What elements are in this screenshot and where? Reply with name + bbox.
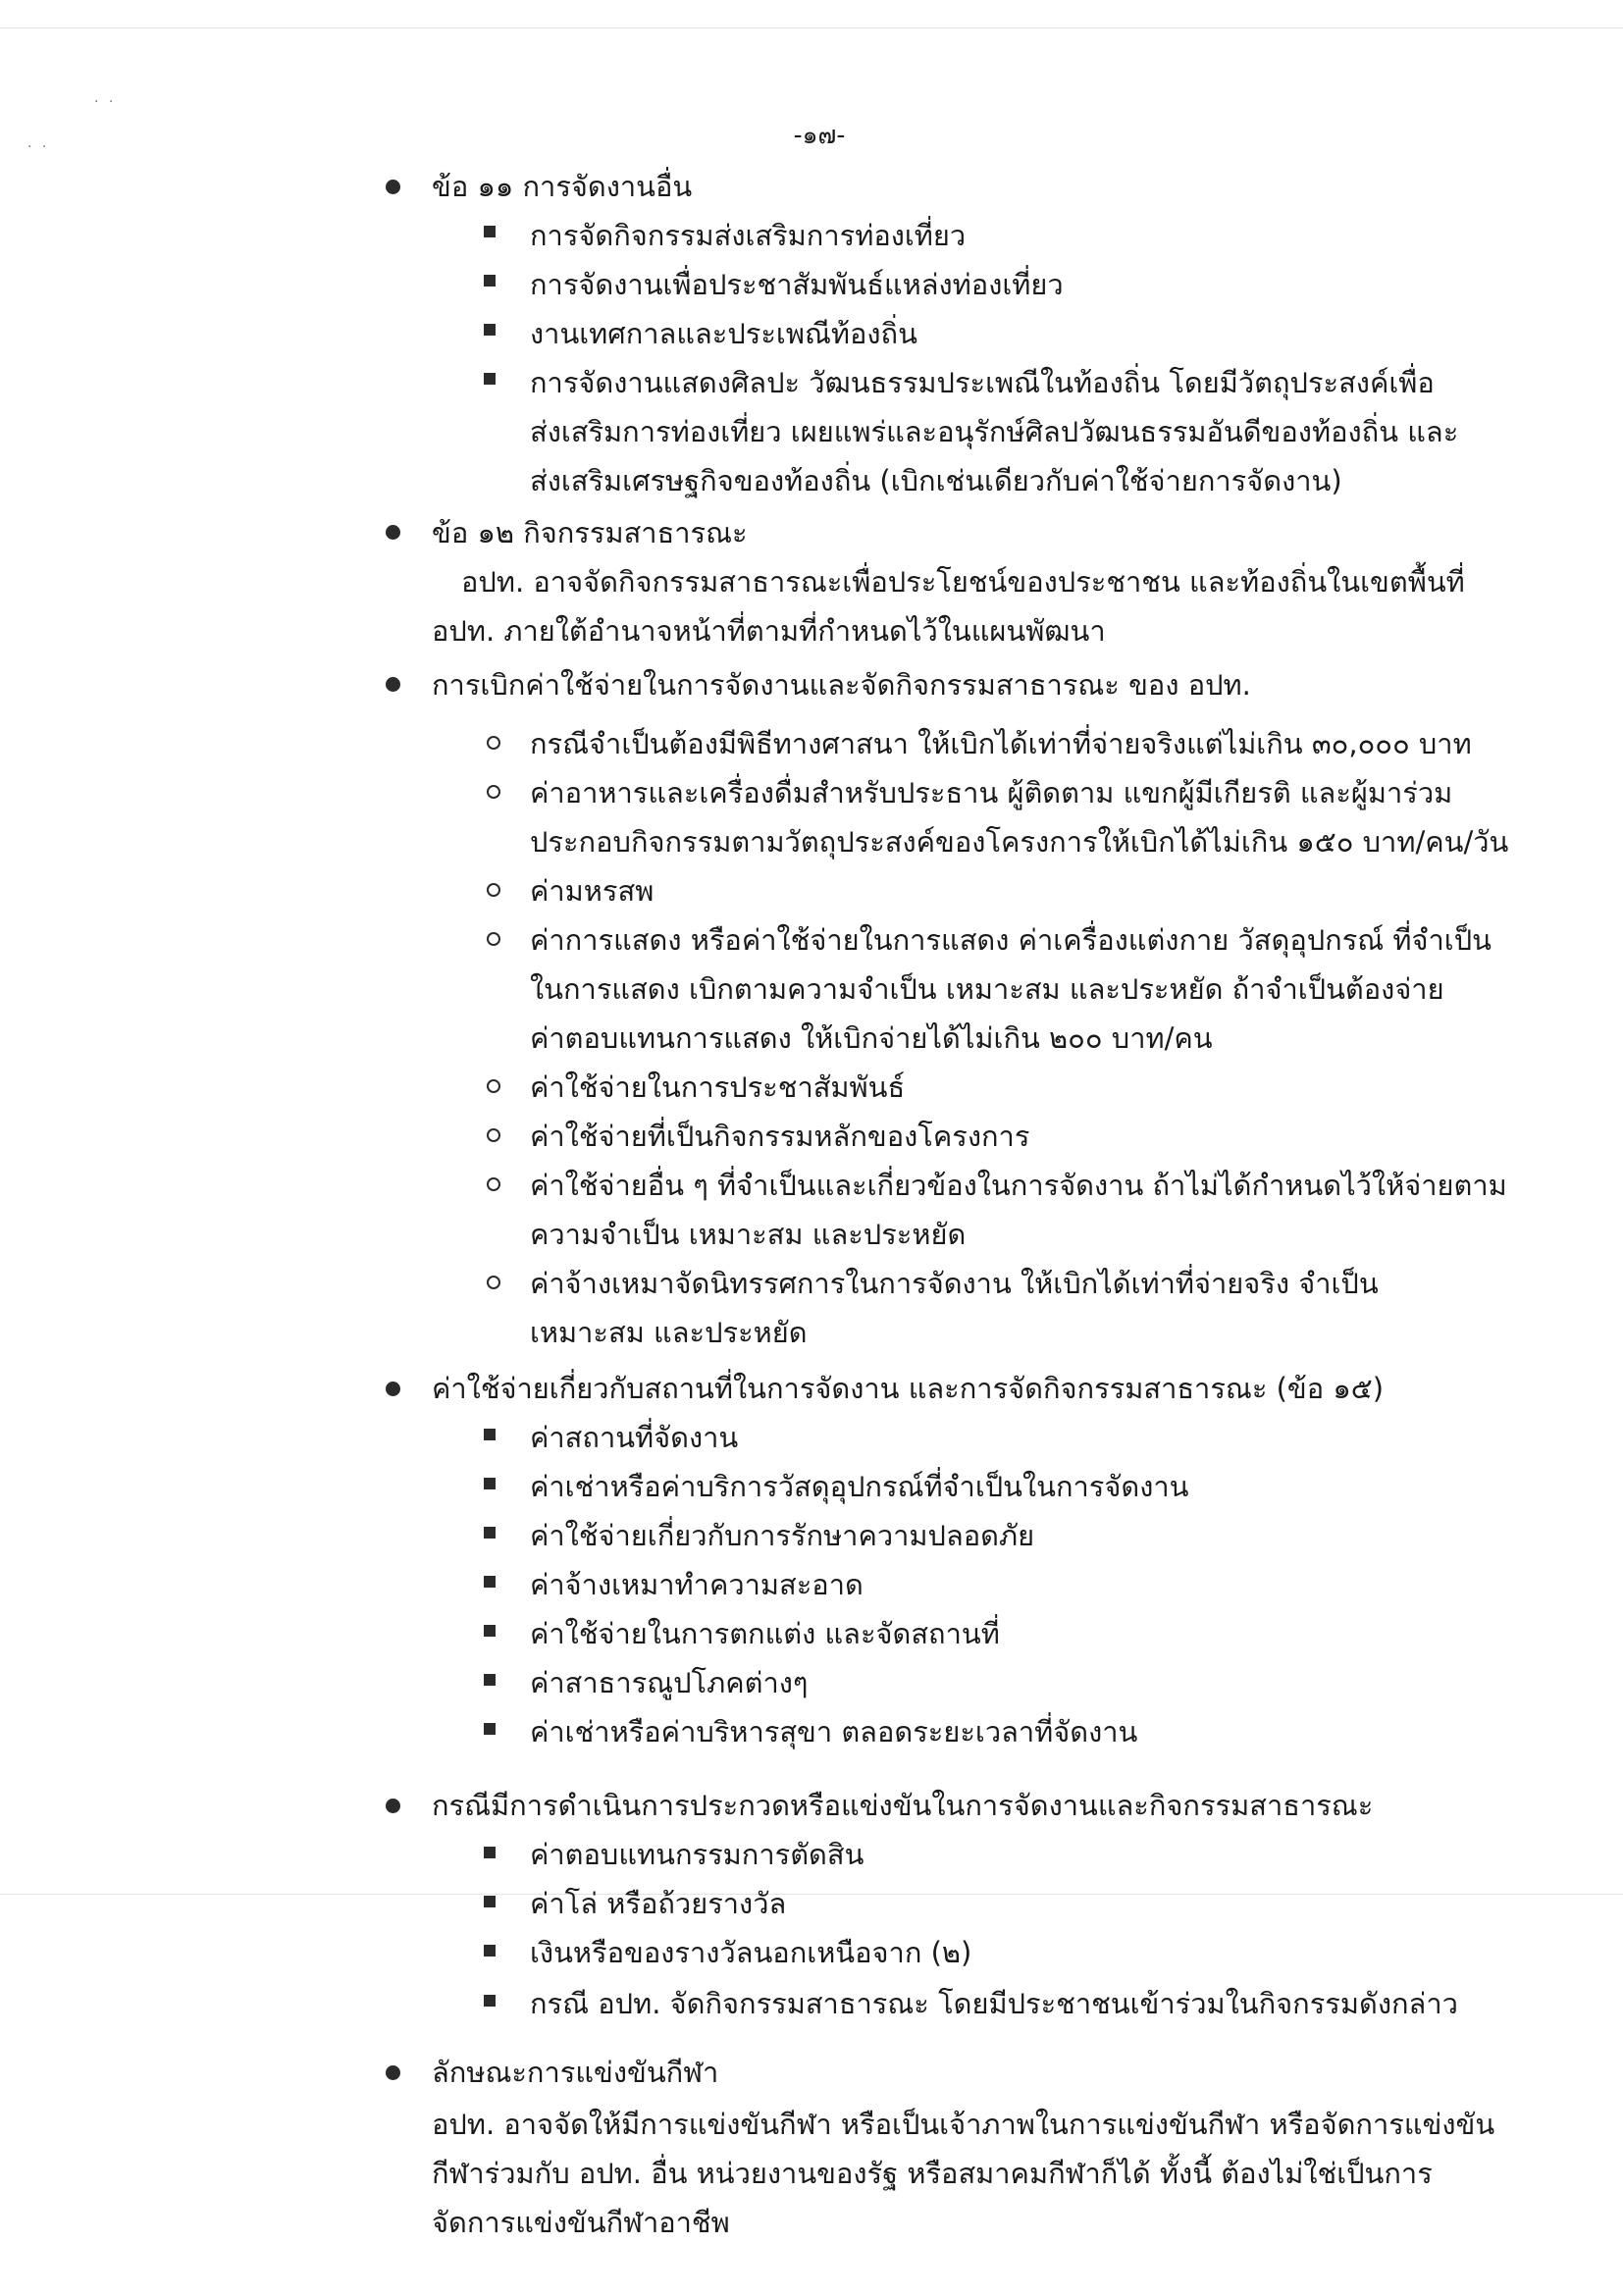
page-number: -๑๗-	[793, 121, 846, 149]
list-item: ค่าการแสดง หรือค่าใช้จ่ายในการแสดง ค่าเครื่องแต่งกาย วัสดุอุปกรณ์ ที่จำเป็น	[530, 923, 1492, 957]
bullet-square	[484, 1625, 496, 1637]
scan-specks-1: · ·	[94, 94, 117, 110]
bullet-dot	[386, 2065, 400, 2080]
list-item-continuation: เหมาะสม และประหยัด	[530, 1316, 808, 1349]
list-item: กรณีจำเป็นต้องมีพิธีทางศาสนา ให้เบิกได้เท่าที่จ่ายจริงแต่ไม่เกิน ๓๐,๐๐๐ บาท	[530, 727, 1472, 760]
list-item: ค่ามหรสพ	[530, 874, 654, 908]
bullet-square	[484, 1478, 496, 1489]
scan-edge-top	[0, 27, 1623, 28]
section-heading-contest: กรณีมีการดำเนินการประกวดหรือแข่งขันในการจัดงานและกิจกรรมสาธารณะ	[432, 1789, 1374, 1822]
list-item: ค่าจ้างเหมาจัดนิทรรศการในการจัดงาน ให้เบิกได้เท่าที่จ่ายจริง จำเป็น	[530, 1267, 1379, 1300]
bullet-dot	[386, 180, 400, 194]
list-item: ค่าใช้จ่ายที่เป็นกิจกรรมหลักของโครงการ	[530, 1120, 1030, 1153]
list-item-continuation: ส่งเสริมการท่องเที่ยว เผยแพร่และอนุรักษ์ศิลปวัฒนธรรมอันดีของท้องถิ่น และ	[530, 415, 1459, 448]
bullet-circle	[487, 1128, 500, 1142]
paragraph-line: กีฬาร่วมกับ อปท. อื่น หน่วยงานของรัฐ หรือสมาคมกีฬาก็ได้ ทั้งนี้ ต้องไม่ใช่เป็นการ	[432, 2157, 1433, 2190]
list-item-continuation: ในการแสดง เบิกตามความจำเป็น เหมาะสม และประหยัด ถ้าจำเป็นต้องจ่าย	[530, 972, 1444, 1006]
bullet-square	[484, 373, 496, 385]
list-item: เงินหรือของรางวัลนอกเหนือจาก (๒)	[530, 1936, 972, 1969]
list-item: งานเทศกาลและประเพณีท้องถิ่น	[530, 317, 917, 350]
paragraph-line: อปท. อาจจัดกิจกรรมสาธารณะเพื่อประโยชน์ของประชาชน และท้องถิ่นในเขตพื้นที่	[461, 565, 1465, 599]
list-item: ค่าสถานที่จัดงาน	[530, 1421, 739, 1454]
list-item: ค่าใช้จ่ายอื่น ๆ ที่จำเป็นและเกี่ยวข้องในการจัดงาน ถ้าไม่ได้กำหนดไว้ให้จ่ายตาม	[530, 1169, 1507, 1202]
section-heading-12: ข้อ ๑๒ กิจกรรมสาธารณะ	[432, 516, 748, 549]
bullet-square	[484, 226, 496, 237]
paragraph-line: จัดการแข่งขันกีฬาอาชีพ	[432, 2206, 730, 2239]
bullet-square	[484, 1527, 496, 1539]
list-item: การจัดงานเพื่อประชาสัมพันธ์แหล่งท่องเที่ยว	[530, 268, 1064, 301]
list-item: ค่าอาหารและเครื่องดื่มสำหรับประธาน ผู้ติดตาม แขกผู้มีเกียรติ และผู้มาร่วม	[530, 776, 1453, 809]
paragraph-line: อปท. อาจจัดให้มีการแข่งขันกีฬา หรือเป็นเจ้าภาพในการแข่งขันกีฬา หรือจัดการแข่งขัน	[432, 2108, 1495, 2141]
bullet-dot	[386, 677, 400, 692]
bullet-circle	[487, 932, 500, 946]
list-item-continuation: ค่าตอบแทนการแสดง ให้เบิกจ่ายได้ไม่เกิน ๒๐๐ บาท/คน	[530, 1021, 1213, 1055]
bullet-square	[484, 1429, 496, 1440]
list-item: การจัดงานแสดงศิลปะ วัฒนธรรมประเพณีในท้องถิ่น โดยมีวัตถุประสงค์เพื่อ	[530, 366, 1435, 399]
bullet-circle	[487, 1079, 500, 1093]
list-item-continuation: ความจำเป็น เหมาะสม และประหยัด	[530, 1218, 967, 1251]
bullet-square	[484, 1576, 496, 1588]
bullet-circle	[487, 1177, 500, 1191]
bullet-square	[484, 1723, 496, 1735]
scan-specks-2: · ·	[27, 139, 50, 155]
list-item-continuation: ส่งเสริมเศรษฐกิจของท้องถิ่น (เบิกเช่นเดียวกับค่าใช้จ่ายการจัดงาน)	[530, 464, 1342, 497]
bullet-circle	[487, 883, 500, 897]
list-item: ค่าตอบแทนกรรมการตัดสิน	[530, 1838, 864, 1871]
section-heading-venue: ค่าใช้จ่ายเกี่ยวกับสถานที่ในการจัดงาน และการจัดกิจกรรมสาธารณะ (ข้อ ๑๕)	[432, 1372, 1385, 1405]
list-item: ค่าใช้จ่ายในการประชาสัมพันธ์	[530, 1070, 906, 1104]
bullet-square	[484, 1945, 496, 1957]
list-item: ค่าจ้างเหมาทำความสะอาด	[530, 1568, 864, 1601]
bullet-square	[484, 324, 496, 336]
bullet-square	[484, 1847, 496, 1858]
list-item: กรณี อปท. จัดกิจกรรมสาธารณะ โดยมีประชาชนเข้าร่วมในกิจกรรมดังกล่าว	[530, 1987, 1458, 2020]
bullet-square	[484, 275, 496, 287]
list-item: ค่าใช้จ่ายเกี่ยวกับการรักษาความปลอดภัย	[530, 1519, 1035, 1552]
list-item: ค่าโล่ หรือถ้วยรางวัล	[530, 1887, 787, 1920]
list-item: ค่าสาธารณูปโภคต่างๆ	[530, 1666, 809, 1699]
list-item-continuation: ประกอบกิจกรรมตามวัตถุประสงค์ของโครงการให้เบิกได้ไม่เกิน ๑๕๐ บาท/คน/วัน	[530, 825, 1509, 859]
bullet-square	[484, 1674, 496, 1686]
bullet-dot	[386, 1382, 400, 1396]
list-item: ค่าใช้จ่ายในการตกแต่ง และจัดสถานที่	[530, 1617, 1000, 1650]
bullet-circle	[487, 1276, 500, 1289]
bullet-square	[484, 1896, 496, 1907]
section-heading-sports: ลักษณะการแข่งขันกีฬา	[432, 2056, 719, 2089]
list-item: ค่าเช่าหรือค่าบริหารสุขา ตลอดระยะเวลาที่จัดงาน	[530, 1715, 1138, 1748]
section-heading-11: ข้อ ๑๑ การจัดงานอื่น	[432, 170, 693, 203]
paragraph-line: อปท. ภายใต้อำนาจหน้าที่ตามที่กำหนดไว้ในแผนพัฒนา	[432, 614, 1106, 648]
bullet-square	[484, 1995, 496, 2007]
bullet-circle	[487, 785, 500, 799]
bullet-circle	[487, 736, 500, 750]
bullet-dot	[386, 525, 400, 540]
scan-fold-line	[0, 1894, 1623, 1895]
bullet-dot	[386, 1799, 400, 1813]
section-heading-expenses: การเบิกค่าใช้จ่ายในการจัดงานและจัดกิจกรรมสาธารณะ ของ อปท.	[432, 668, 1251, 702]
list-item: ค่าเช่าหรือค่าบริการวัสดุอุปกรณ์ที่จำเป็นในการจัดงาน	[530, 1470, 1189, 1503]
list-item: การจัดกิจกรรมส่งเสริมการท่องเที่ยว	[530, 219, 967, 252]
